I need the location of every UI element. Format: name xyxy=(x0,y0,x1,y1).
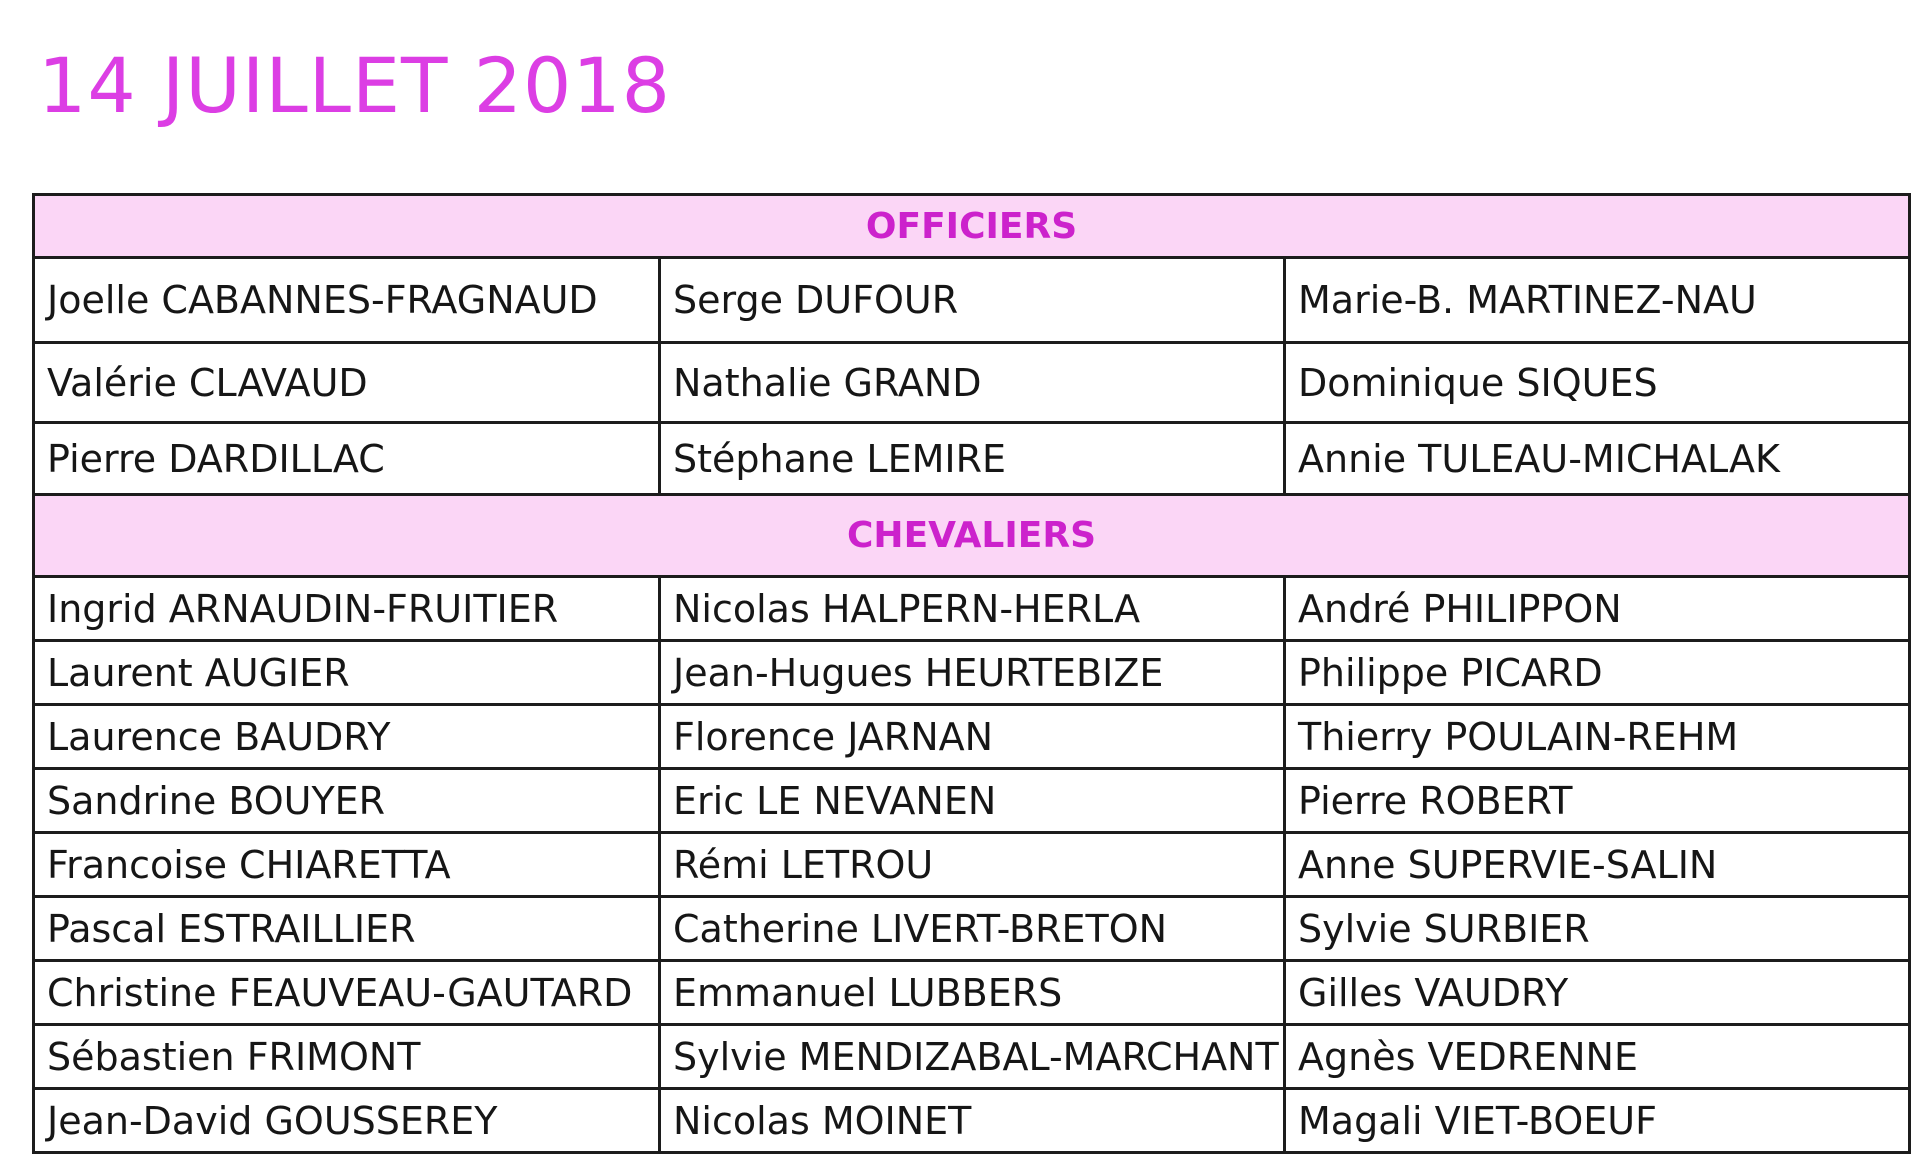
name-cell: Jean-David GOUSSEREY xyxy=(34,1089,660,1153)
table-row xyxy=(34,705,1910,769)
name-cell: Ingrid ARNAUDIN-FRUITIER xyxy=(34,577,660,641)
name-cell: Sylvie SURBIER xyxy=(1285,897,1910,961)
table-row xyxy=(34,577,1910,641)
name-cell: Jean-Hugues HEURTEBIZE xyxy=(660,641,1285,705)
name-cell: Nicolas HALPERN-HERLA xyxy=(660,577,1285,641)
name-cell: Marie-B. MARTINEZ-NAU xyxy=(1285,258,1910,343)
name-cell: Agnès VEDRENNE xyxy=(1285,1025,1910,1089)
table-row xyxy=(34,258,1910,343)
name-cell: Serge DUFOUR xyxy=(660,258,1285,343)
table-row xyxy=(34,423,1910,495)
table-row xyxy=(34,343,1910,423)
table-row xyxy=(34,897,1910,961)
table-row xyxy=(34,1089,1910,1153)
name-cell: Sandrine BOUYER xyxy=(34,769,660,833)
section-heading-chevaliers: CHEVALIERS xyxy=(34,495,1910,577)
name-cell: Francoise CHIARETTA xyxy=(34,833,660,897)
name-cell: Nicolas MOINET xyxy=(660,1089,1285,1153)
name-cell: Nathalie GRAND xyxy=(660,343,1285,423)
name-cell: Pierre ROBERT xyxy=(1285,769,1910,833)
name-cell: Gilles VAUDRY xyxy=(1285,961,1910,1025)
name-cell: Pascal ESTRAILLIER xyxy=(34,897,660,961)
name-cell: Philippe PICARD xyxy=(1285,641,1910,705)
section-header-row xyxy=(34,195,1910,258)
name-cell: Catherine LIVERT-BRETON xyxy=(660,897,1285,961)
table-row xyxy=(34,769,1910,833)
name-cell: Christine FEAUVEAU-GAUTARD xyxy=(34,961,660,1025)
name-cell: Eric LE NEVANEN xyxy=(660,769,1285,833)
table-row xyxy=(34,641,1910,705)
name-cell: Laurence BAUDRY xyxy=(34,705,660,769)
name-cell: Sébastien FRIMONT xyxy=(34,1025,660,1089)
name-cell: Laurent AUGIER xyxy=(34,641,660,705)
name-cell: Stéphane LEMIRE xyxy=(660,423,1285,495)
page-title: 14 JUILLET 2018 xyxy=(38,41,672,130)
name-cell: Magali VIET-BOEUF xyxy=(1285,1089,1910,1153)
name-cell: André PHILIPPON xyxy=(1285,577,1910,641)
name-cell: Sylvie MENDIZABAL-MARCHANT xyxy=(660,1025,1285,1089)
name-cell: Anne SUPERVIE-SALIN xyxy=(1285,833,1910,897)
table-row xyxy=(34,833,1910,897)
name-cell: Emmanuel LUBBERS xyxy=(660,961,1285,1025)
name-cell: Rémi LETROU xyxy=(660,833,1285,897)
name-cell: Florence JARNAN xyxy=(660,705,1285,769)
section-header-row xyxy=(34,495,1910,577)
name-cell: Dominique SIQUES xyxy=(1285,343,1910,423)
table-row xyxy=(34,1025,1910,1089)
honours-table xyxy=(32,193,1911,1154)
section-heading-officiers: OFFICIERS xyxy=(34,195,1910,258)
name-cell: Pierre DARDILLAC xyxy=(34,423,660,495)
name-cell: Valérie CLAVAUD xyxy=(34,343,660,423)
name-cell: Joelle CABANNES-FRAGNAUD xyxy=(34,258,660,343)
name-cell: Thierry POULAIN-REHM xyxy=(1285,705,1910,769)
table-row xyxy=(34,961,1910,1025)
name-cell: Annie TULEAU-MICHALAK xyxy=(1285,423,1910,495)
